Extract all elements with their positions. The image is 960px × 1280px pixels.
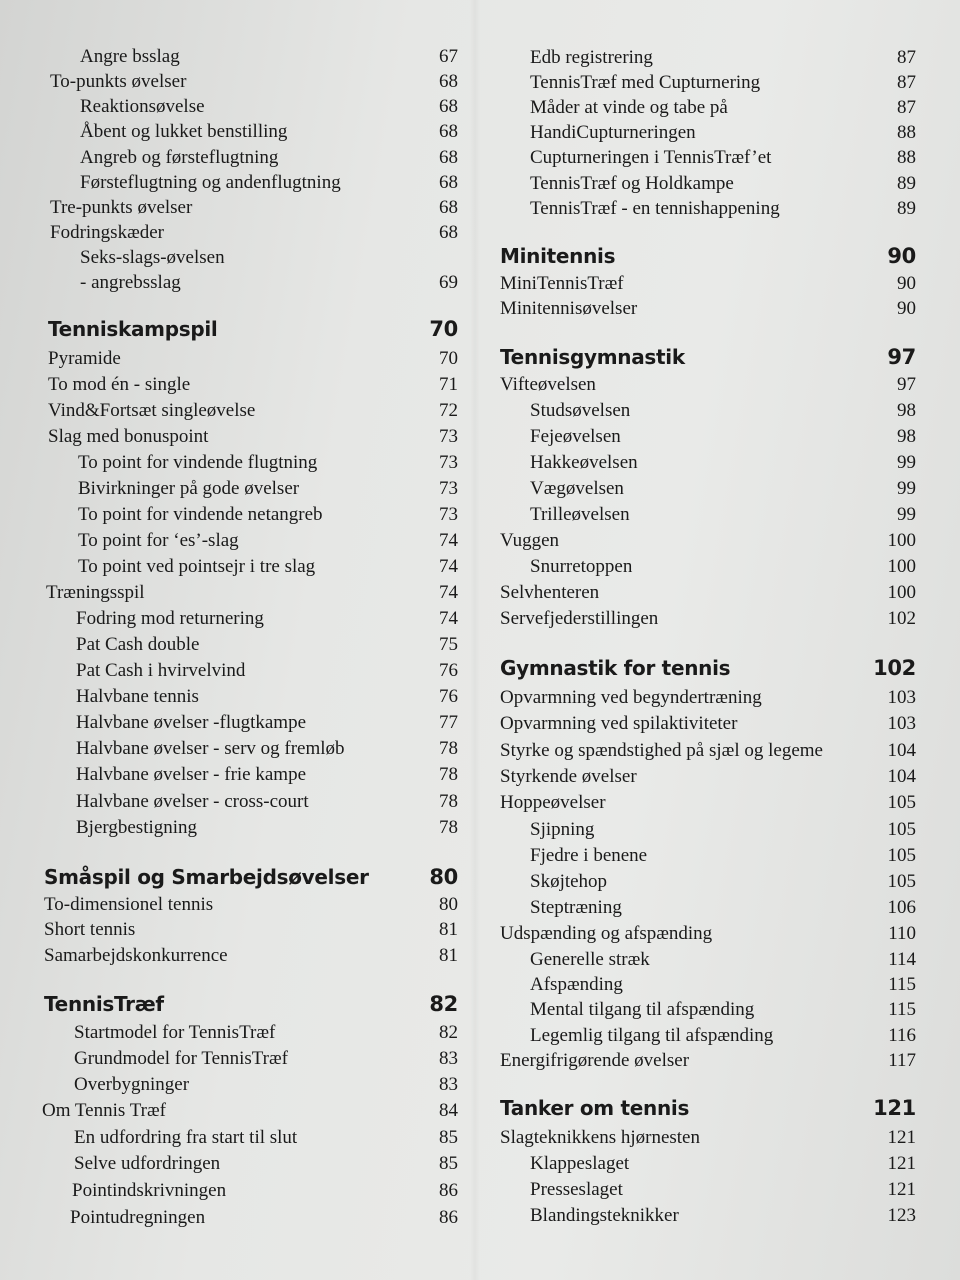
- toc-entry: [40, 272, 458, 294]
- toc-entry-page: 100: [887, 582, 916, 603]
- toc-entry: [40, 712, 458, 734]
- toc-entry: [40, 1022, 458, 1044]
- toc-entry-page: 81: [439, 919, 458, 940]
- toc-entry-page: 82: [439, 1022, 458, 1043]
- toc-entry-page: 70: [429, 317, 458, 341]
- toc-entry-page: 100: [887, 556, 916, 577]
- toc-entry-page: 121: [887, 1127, 916, 1148]
- toc-entry: [40, 686, 458, 708]
- toc-entry-title: Styrke og spændstighed på sjæl og legeme: [500, 740, 823, 761]
- toc-entry-page: 102: [873, 656, 916, 680]
- toc-entry-title: Mental tilgang til afspænding: [530, 999, 755, 1020]
- toc-entry-page: 97: [887, 345, 916, 369]
- toc-entry-page: 76: [439, 686, 458, 707]
- toc-entry-title: Overbygninger: [74, 1074, 190, 1095]
- toc-entry-page: 87: [897, 47, 916, 68]
- toc-entry-page: 90: [897, 298, 916, 319]
- toc-entry-page: 98: [897, 426, 916, 447]
- toc-entry: [496, 1050, 916, 1072]
- page-gutter: [470, 0, 480, 1280]
- toc-entry-page: 74: [439, 608, 458, 629]
- toc-entry: [496, 452, 916, 474]
- toc-entry-page: 114: [888, 949, 916, 970]
- toc-entry-page: 68: [439, 121, 458, 142]
- toc-entry-title: Opvarmning ved begyndertræning: [500, 687, 762, 708]
- toc-entry-title: Åbent og lukket benstilling: [80, 121, 288, 142]
- toc-entry-page: 87: [897, 97, 916, 118]
- toc-entry-title: Fodring mod returnering: [76, 608, 264, 629]
- toc-entry-page: 74: [439, 582, 458, 603]
- toc-entry-title: Styrkende øvelser: [500, 766, 637, 787]
- toc-entry-page: 123: [887, 1205, 916, 1226]
- toc-entry: [40, 400, 458, 422]
- toc-entry-title: Studsøvelsen: [530, 400, 631, 421]
- toc-entry-page: 104: [887, 766, 916, 787]
- toc-entry-title: Udspænding og afspænding: [500, 923, 713, 944]
- toc-entry-title: Vifteøvelsen: [500, 374, 596, 395]
- toc-entry: [40, 764, 458, 786]
- toc-entry-page: 84: [439, 1100, 458, 1121]
- toc-section-heading: [40, 866, 458, 888]
- toc-entry-title: Fodringskæder: [50, 222, 164, 243]
- toc-entry-title: Måder at vinde og tabe på: [530, 97, 728, 118]
- toc-entry: [40, 1207, 458, 1229]
- toc-entry-page: 78: [439, 764, 458, 785]
- toc-entry-page: 68: [439, 71, 458, 92]
- toc-entry-title: Bivirkninger på gode øvelser: [78, 478, 300, 499]
- toc-entry-title: En udfordring fra start til slut: [74, 1127, 298, 1148]
- toc-entry: [496, 923, 916, 945]
- toc-entry-title: Tanker om tennis: [500, 1096, 690, 1120]
- toc-entry-title: TennisTræf: [44, 992, 164, 1016]
- toc-entry: [40, 556, 458, 578]
- toc-section-heading: [496, 346, 916, 368]
- toc-entry-title: Slag med bonuspoint: [48, 426, 209, 447]
- toc-entry-page: 98: [897, 400, 916, 421]
- toc-entry: [496, 582, 916, 604]
- toc-entry-title: Angreb og førsteflugtning: [80, 147, 279, 168]
- toc-entry-title: Snurretoppen: [530, 556, 633, 577]
- toc-entry-title: Generelle stræk: [530, 949, 650, 970]
- toc-entry: [496, 426, 916, 448]
- toc-entry: [40, 452, 458, 474]
- toc-entry: [40, 46, 458, 68]
- toc-entry-page: 75: [439, 634, 458, 655]
- toc-entry-page: 69: [439, 272, 458, 293]
- toc-entry-page: 89: [897, 198, 916, 219]
- toc-entry-title: Tenniskampspil: [48, 317, 218, 341]
- toc-entry-title: Tre-punkts øvelser: [50, 197, 193, 218]
- toc-entry-title: Pointudregningen: [70, 1207, 206, 1228]
- toc-entry: [40, 660, 458, 682]
- toc-entry: [40, 71, 458, 93]
- toc-entry-page: 67: [439, 46, 458, 67]
- toc-entry-page: 116: [888, 1025, 916, 1046]
- toc-entry: [40, 426, 458, 448]
- toc-entry-title: Halvbane øvelser - cross-court: [76, 791, 309, 812]
- toc-entry: [40, 374, 458, 396]
- toc-entry-title: Selvhenteren: [500, 582, 600, 603]
- toc-entry-title: To point for vindende netangreb: [78, 504, 323, 525]
- toc-entry-page: 117: [888, 1050, 916, 1071]
- toc-entry: [496, 819, 916, 841]
- toc-entry-title: Træningsspil: [46, 582, 145, 603]
- toc-entry-title: Pat Cash i hvirvelvind: [76, 660, 246, 681]
- toc-entry-title: Halvbane øvelser - serv og fremløb: [76, 738, 345, 759]
- toc-entry-page: 73: [439, 426, 458, 447]
- toc-entry-title: Fejeøvelsen: [530, 426, 621, 447]
- toc-entry-page: 97: [897, 374, 916, 395]
- toc-entry: [496, 608, 916, 630]
- toc-entry-title: Trilleøvelsen: [530, 504, 630, 525]
- toc-entry: [496, 72, 916, 94]
- toc-entry-title: TennisTræf med Cupturnering: [530, 72, 761, 93]
- toc-entry-title: Selve udfordringen: [74, 1153, 221, 1174]
- toc-entry-title: Førsteflugtning og andenflugtning: [80, 172, 341, 193]
- toc-entry-title: Afspænding: [530, 974, 623, 995]
- toc-entry-title: Tennisgymnastik: [500, 345, 685, 369]
- toc-entry-page: 88: [897, 122, 916, 143]
- toc-entry: [496, 974, 916, 996]
- toc-entry-title: Bjergbestigning: [76, 817, 198, 838]
- toc-entry: [496, 556, 916, 578]
- toc-entry-title: To point for ‘es’-slag: [78, 530, 239, 551]
- toc-entry-title: Skøjtehop: [530, 871, 608, 892]
- toc-entry: [40, 738, 458, 760]
- toc-entry-page: 74: [439, 530, 458, 551]
- toc-entry-page: 106: [887, 897, 916, 918]
- toc-entry: [40, 1048, 458, 1070]
- toc-entry-page: 68: [439, 172, 458, 193]
- toc-entry-page: 73: [439, 452, 458, 473]
- toc-entry: [40, 945, 458, 967]
- toc-entry: [40, 894, 458, 916]
- toc-entry-page: 72: [439, 400, 458, 421]
- toc-entry-page: 73: [439, 504, 458, 525]
- toc-entry: [496, 1025, 916, 1047]
- toc-entry-page: 85: [439, 1127, 458, 1148]
- toc-entry: [40, 817, 458, 839]
- toc-entry-page: 121: [887, 1153, 916, 1174]
- toc-entry: [40, 478, 458, 500]
- toc-entry: [40, 608, 458, 630]
- toc-entry: [496, 740, 916, 762]
- toc-entry-page: 121: [873, 1096, 916, 1120]
- toc-entry-page: 99: [897, 504, 916, 525]
- toc-entry-page: 110: [888, 923, 916, 944]
- toc-entry-title: Slagteknikkens hjørnesten: [500, 1127, 700, 1148]
- toc-entry-title: Edb registrering: [530, 47, 653, 68]
- toc-entry: [496, 687, 916, 709]
- toc-entry-page: 78: [439, 791, 458, 812]
- toc-section-heading: [496, 1097, 916, 1119]
- toc-entry-page: 68: [439, 147, 458, 168]
- toc-entry-title: Samarbejdskonkurrence: [44, 945, 228, 966]
- toc-entry-title: To point for vindende flugtning: [78, 452, 318, 473]
- toc-entry: [40, 222, 458, 244]
- toc-entry-page: 74: [439, 556, 458, 577]
- toc-entry-page: 82: [429, 992, 458, 1016]
- toc-entry-page: 68: [439, 197, 458, 218]
- toc-entry-page: 99: [897, 478, 916, 499]
- toc-entry-title: Pyramide: [48, 348, 121, 369]
- toc-entry-page: 115: [888, 999, 916, 1020]
- toc-entry-page: 105: [887, 792, 916, 813]
- toc-entry: [40, 1127, 458, 1149]
- toc-entry-title: Presseslaget: [530, 1179, 623, 1200]
- toc-entry: [40, 634, 458, 656]
- toc-entry: [40, 147, 458, 169]
- toc-section-heading: [40, 318, 458, 340]
- toc-entry-page: 68: [439, 96, 458, 117]
- toc-entry: [496, 1127, 916, 1149]
- toc-entry: [496, 173, 916, 195]
- toc-entry: [496, 897, 916, 919]
- toc-entry-title: Opvarmning ved spilaktiviteter: [500, 713, 738, 734]
- toc-entry: [496, 1205, 916, 1227]
- toc-entry-title: Hoppeøvelser: [500, 792, 606, 813]
- toc-entry: [40, 504, 458, 526]
- toc-entry: [40, 530, 458, 552]
- toc-entry: [40, 172, 458, 194]
- toc-entry-title: Fjedre i benene: [530, 845, 648, 866]
- toc-entry-title: Halvbane øvelser -flugtkampe: [76, 712, 307, 733]
- toc-entry-title: To-dimensionel tennis: [44, 894, 214, 915]
- toc-entry-title: Hakkeøvelsen: [530, 452, 638, 473]
- toc-entry: [496, 792, 916, 814]
- toc-entry-title: Pointindskrivningen: [72, 1180, 227, 1201]
- toc-entry-title: Pat Cash double: [76, 634, 200, 655]
- toc-entry-page: 90: [887, 244, 916, 268]
- toc-entry-page: 85: [439, 1153, 458, 1174]
- toc-entry-title: MiniTennisTræf: [500, 273, 624, 294]
- toc-entry: [496, 1179, 916, 1201]
- toc-entry-title: Sjipning: [530, 819, 595, 840]
- toc-entry-page: 99: [897, 452, 916, 473]
- toc-entry-page: 115: [888, 974, 916, 995]
- toc-entry-title: Short tennis: [44, 919, 136, 940]
- toc-entry-title: Vuggen: [500, 530, 560, 551]
- toc-entry-title: Cupturneringen i TennisTræf’et: [530, 147, 772, 168]
- toc-entry: [40, 96, 458, 118]
- toc-entry-title: - angrebsslag: [80, 272, 181, 293]
- toc-entry-title: Startmodel for TennisTræf: [74, 1022, 276, 1043]
- toc-entry-title: Minitennis: [500, 244, 616, 268]
- toc-entry: [40, 348, 458, 370]
- toc-entry-title: Angre bsslag: [80, 46, 180, 67]
- toc-entry-page: 102: [887, 608, 916, 629]
- toc-entry-title: HandiCupturneringen: [530, 122, 696, 143]
- toc-entry-title: Steptræning: [530, 897, 622, 918]
- toc-entry-page: 105: [887, 845, 916, 866]
- toc-entry-title: TennisTræf og Holdkampe: [530, 173, 734, 194]
- toc-entry: [40, 247, 458, 269]
- toc-entry-title: Legemlig tilgang til afspænding: [530, 1025, 774, 1046]
- toc-entry-page: 104: [887, 740, 916, 761]
- toc-entry-page: 89: [897, 173, 916, 194]
- toc-entry-title: To point ved pointsejr i tre slag: [78, 556, 316, 577]
- toc-entry: [496, 374, 916, 396]
- toc-entry: [496, 298, 916, 320]
- toc-entry-title: Grundmodel for TennisTræf: [74, 1048, 289, 1069]
- toc-entry-page: 78: [439, 738, 458, 759]
- toc-entry-page: 121: [887, 1179, 916, 1200]
- toc-entry: [496, 845, 916, 867]
- toc-entry: [496, 504, 916, 526]
- toc-section-heading: [496, 245, 916, 267]
- toc-entry-page: 76: [439, 660, 458, 681]
- toc-entry-page: 77: [439, 712, 458, 733]
- toc-entry-page: 68: [439, 222, 458, 243]
- toc-entry: [496, 999, 916, 1021]
- toc-entry-page: 83: [439, 1048, 458, 1069]
- toc-entry: [496, 871, 916, 893]
- toc-entry-page: 103: [887, 687, 916, 708]
- toc-entry: [496, 198, 916, 220]
- toc-entry-title: Vind&Fortsæt singleøvelse: [48, 400, 256, 421]
- toc-section-heading: [496, 657, 916, 679]
- toc-entry-title: Reaktionsøvelse: [80, 96, 205, 117]
- toc-entry: [40, 197, 458, 219]
- toc-entry-page: 73: [439, 478, 458, 499]
- toc-entry-title: Vægøvelsen: [530, 478, 624, 499]
- toc-entry-title: Småspil og Smarbejdsøvelser: [44, 865, 369, 889]
- toc-entry: [496, 400, 916, 422]
- toc-entry: [40, 1100, 458, 1122]
- toc-entry-title: Gymnastik for tennis: [500, 656, 731, 680]
- toc-entry-page: 80: [439, 894, 458, 915]
- toc-entry-title: To-punkts øvelser: [50, 71, 187, 92]
- toc-entry-title: TennisTræf - en tennishappening: [530, 198, 780, 219]
- toc-entry: [496, 1153, 916, 1175]
- toc-entry: [496, 273, 916, 295]
- toc-entry: [496, 478, 916, 500]
- toc-entry-title: Servefjederstillingen: [500, 608, 659, 629]
- toc-entry-title: Om Tennis Træf: [42, 1100, 166, 1121]
- toc-entry-page: 80: [429, 865, 458, 889]
- toc-entry-page: 88: [897, 147, 916, 168]
- toc-entry: [40, 1153, 458, 1175]
- toc-entry: [496, 530, 916, 552]
- toc-entry: [496, 122, 916, 144]
- toc-entry: [496, 147, 916, 169]
- toc-entry-page: 70: [439, 348, 458, 369]
- toc-entry-page: 87: [897, 72, 916, 93]
- toc-entry-title: Klappeslaget: [530, 1153, 630, 1174]
- toc-entry-title: Seks-slags-øvelsen: [80, 247, 225, 268]
- toc-section-heading: [40, 993, 458, 1015]
- toc-entry-page: 78: [439, 817, 458, 838]
- toc-entry-page: 105: [887, 871, 916, 892]
- toc-entry-title: Halvbane tennis: [76, 686, 199, 707]
- toc-entry: [40, 919, 458, 941]
- toc-entry: [496, 949, 916, 971]
- toc-entry: [496, 713, 916, 735]
- toc-entry-title: To mod én - single: [48, 374, 191, 395]
- toc-entry-title: Blandingsteknikker: [530, 1205, 679, 1226]
- toc-entry: [496, 766, 916, 788]
- toc-entry-page: 71: [439, 374, 458, 395]
- toc-entry-page: 90: [897, 273, 916, 294]
- toc-entry: [40, 1180, 458, 1202]
- toc-entry-title: Minitennisøvelser: [500, 298, 638, 319]
- toc-entry-page: 105: [887, 819, 916, 840]
- toc-entry-page: 86: [439, 1180, 458, 1201]
- toc-entry-title: Energifrigørende øvelser: [500, 1050, 690, 1071]
- toc-entry-page: 83: [439, 1074, 458, 1095]
- toc-entry: [40, 791, 458, 813]
- toc-entry-page: 81: [439, 945, 458, 966]
- toc-entry-page: 86: [439, 1207, 458, 1228]
- toc-entry: [496, 47, 916, 69]
- toc-entry: [496, 97, 916, 119]
- toc-entry-page: 103: [887, 713, 916, 734]
- toc-entry: [40, 1074, 458, 1096]
- toc-entry-title: Halvbane øvelser - frie kampe: [76, 764, 307, 785]
- toc-entry: [40, 582, 458, 604]
- toc-entry-page: 100: [887, 530, 916, 551]
- toc-entry: [40, 121, 458, 143]
